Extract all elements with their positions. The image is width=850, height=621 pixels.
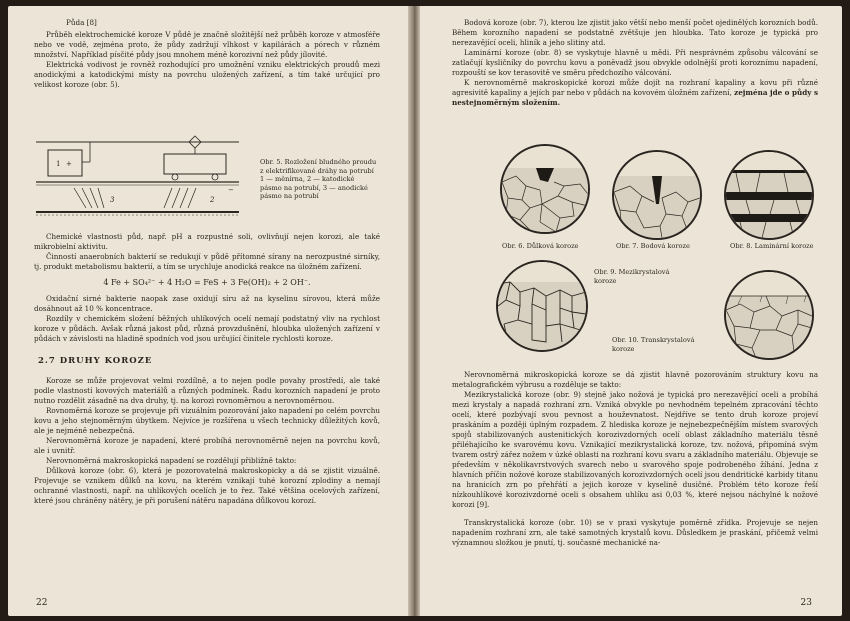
- paragraph: Důlková koroze (obr. 6), která je pozorovatelná makroskopicky a dá se zjistit vizuálně. Projevuje se vznikem důlků na kovu, na kterém vznikají tuhé korozní zplodiny a nemají ochranné vlastnosti, např. na uhlíkových ocelích je to řez. Také většina ocelových zařízení, které jsou chráněny nátěry, je při porušení nátěru napadána důlkovou korozí.: [34, 466, 380, 505]
- paragraph: Transkrystalická koroze (obr. 10) se v praxi vyskytuje poměrně zřídka. Projevuje se nejen napadením rozhraní zrn, ale také samotných krystalů kovu. Důsledkem je praskání, přičemž velmi významnou složkou je pnutí, tj. současné mechanické na-: [452, 518, 818, 547]
- paragraph-part: K nerovnoměrně makroskopické korozi může dojít na rozhraní kapaliny a kovu při různé agresivitě kapaliny a jejích par nebo v půdách na kovovém úložném zařízení,: [452, 78, 818, 97]
- paragraph: Nerovnoměrná mikroskopická koroze se dá zjistit hlavně pozorováním struktury kovu na metalografickém výbrusu a rozděluje se takto:: [452, 370, 818, 389]
- paragraph: Elektrická vodivost je rovněž rozhodující pro umožnění vzniku elektrických proudů mezi anodickými a katodickými místy na povrchu uložených zařízení, a tím také určující pro velikost koroze (obr. 5).: [34, 60, 380, 89]
- figure-7-micrograph: [612, 150, 702, 240]
- figure-7-caption: Obr. 7. Bodová koroze: [616, 242, 690, 250]
- left-page: [8, 6, 408, 616]
- figure-10-caption: Obr. 10. Transkrystalová koroze: [612, 336, 695, 353]
- fig5-label-2: 2: [210, 196, 215, 204]
- section-header: Půda [8]: [66, 18, 97, 27]
- section-heading: 2.7 DRUHY KOROZE: [38, 356, 153, 366]
- paragraph: Laminární koroze (obr. 8) se vyskytuje hlavně u mědi. Při nesprávném způsobu válcování se zatlačují kysličníky do povrchu kovu a poněvadž jsou obvykle odolnější proti koroznímu napadení, rozpouští se kov terasovitě ve směru předchozího válcování.: [452, 48, 818, 77]
- page-number: 22: [36, 598, 48, 608]
- page-number: 23: [800, 598, 812, 608]
- figure-6-caption: Obr. 6. Důlková koroze: [502, 242, 579, 250]
- paragraph: Činností anaerobních bakterií se redukují v půdě přítomné sírany na nerozpustné sirníky, tj. produkt metabolismu bakterií, a tím se urychluje anodická reakce na úložném zařízení.: [34, 252, 380, 271]
- figure-9-micrograph: [496, 260, 588, 352]
- fig5-label-3: 3: [110, 196, 115, 204]
- paragraph: Chemické vlastnosti půd, např. pH a rozpustné soli, ovlivňují nejen korozi, ale také mikrobielní aktivitu.: [34, 232, 380, 251]
- figure-8-micrograph: [724, 150, 814, 240]
- paragraph: Nerovnoměrná makroskopická napadení se rozdělují přibližně takto:: [46, 456, 297, 465]
- paragraph-emphasis: zejména jde o půdy s nestejnoměrným složením.: [452, 88, 818, 107]
- figure-6-micrograph: [500, 144, 590, 234]
- paragraph: [452, 78, 818, 108]
- figure-8-caption: Obr. 8. Laminární koroze: [730, 242, 814, 250]
- paragraph: Rovnoměrná koroze se projevuje při vizuálním pozorování jako napadení po celém povrchu kovu a jeho stejnoměrným úbytkem. Nejvíce je rozšířena u všech technicky důležitých kovů, ale je nejméně nebezpečná.: [34, 406, 380, 435]
- paragraph: Bodová koroze (obr. 7), kterou lze zjistit jako větší nebo menší počet ojedinělých korozních bodů. Během korozního napadení se podstatně zvětšuje jen hloubka. Tato koroze je typická pro nerezavějící oceli, hliník a jeho slitiny atd.: [452, 18, 818, 47]
- figure-10-micrograph: [724, 270, 814, 360]
- figure-9-caption: Obr. 9. Mezikrystalová koroze: [594, 268, 670, 285]
- chemical-equation: 4 Fe + SO₄²⁻ + 4 H₂O = FeS + 3 Fe(OH)₂ + 2 OH⁻.: [103, 278, 311, 287]
- figure-5-caption: Obr. 5. Rozložení bludného proudu z elektrifikované dráhy na potrubí 1 — měnírna, 2 — katodické pásmo na potrubí, 3 — anodické pásmo na potrubí: [260, 158, 377, 200]
- figure-5-diagram: [34, 130, 246, 222]
- paragraph: Koroze se může projevovat velmi rozdílně, a to nejen podle povahy prostředí, ale také podle vlastností kovových materiálů a různých podmínek. Řadu korozních napadení je proto nutno rozdělit zásadně na dva druhy, tj. na korozi rovnoměrnou a nerovnoměrnou.: [34, 376, 380, 405]
- paragraph: Rozdíly v chemickém složení běžných uhlíkových ocelí nemají podstatný vliv na rychlost koroze v půdách. Avšak různá jakost půd, různá provzdušnění, hloubka uložených zařízení v půdách v závislosti na hladině spodních vod jsou určující činitele rychlosti koroze.: [34, 314, 380, 343]
- fig5-sign-minus: −: [228, 186, 234, 194]
- paragraph: Mezikrystalická koroze (obr. 9) stejně jako nožová je typická pro nerezavějící oceli a probíhá mezi krystaly a napadá rozhraní zrn. Vzniká obvykle po nevhodném tepelném zpracování těchto ocelí, které pozbývají svou pevnost a houževnatost. Nejdříve se tento druh koroze projeví praskáním a později úplným rozpadem. Z hlediska koroze je nejnebezpečnějším místem svarových spojů stabilizovaných austenitických korozivzdorných ocelí oblast základního materiálu těsně přiléhajícího ke svarovému kovu. Vznikající mezikrystalická koroze, tzv. nožová, připomíná svým tvarem ostrý zářez nožem v úzké oblasti na rozhraní kovu svaru a základního materiálu. Objevuje se především v několikavrstvových svarech nebo u svarového spoje podrobeného žíhání. Jedna z hlavních příčin nožové koroze stabilizovaných korozivzdorných ocelí jsou dendritické karbidy titanu na hranicích zrn po přehřátí a jejich koroze v kyselině dusičné. Problém této koroze řeší nízkouhlíkové korozivzdorné oceli s obsahem uhlíku asi 0,03 %, které nejsou náchylné k nožové korozi [9].: [452, 390, 818, 509]
- paragraph: Oxidační sirné bakterie naopak zase oxidují síru až na kyselinu sírovou, která může dosáhnout až 10 % koncentrace.: [34, 294, 380, 313]
- paragraph: Nerovnoměrná koroze je napadení, které probíhá nerovnoměrně nejen na povrchu kovů, ale i uvnitř.: [34, 436, 380, 455]
- book-gutter: [408, 6, 420, 616]
- fig5-sign-plus: +: [66, 160, 72, 168]
- fig5-label-1: 1: [56, 160, 61, 168]
- paragraph: Průběh elektrochemické koroze V půdě je značně složitější než průběh koroze v atmosféře nebo ve vodě, zejména proto, že půdy zadržují vlhkost v kapilárách a pórech v různém množství. Například písčité půdy jsou mnohem méně korozivní než půdy jílovité.: [34, 30, 380, 59]
- right-page: [420, 6, 842, 616]
